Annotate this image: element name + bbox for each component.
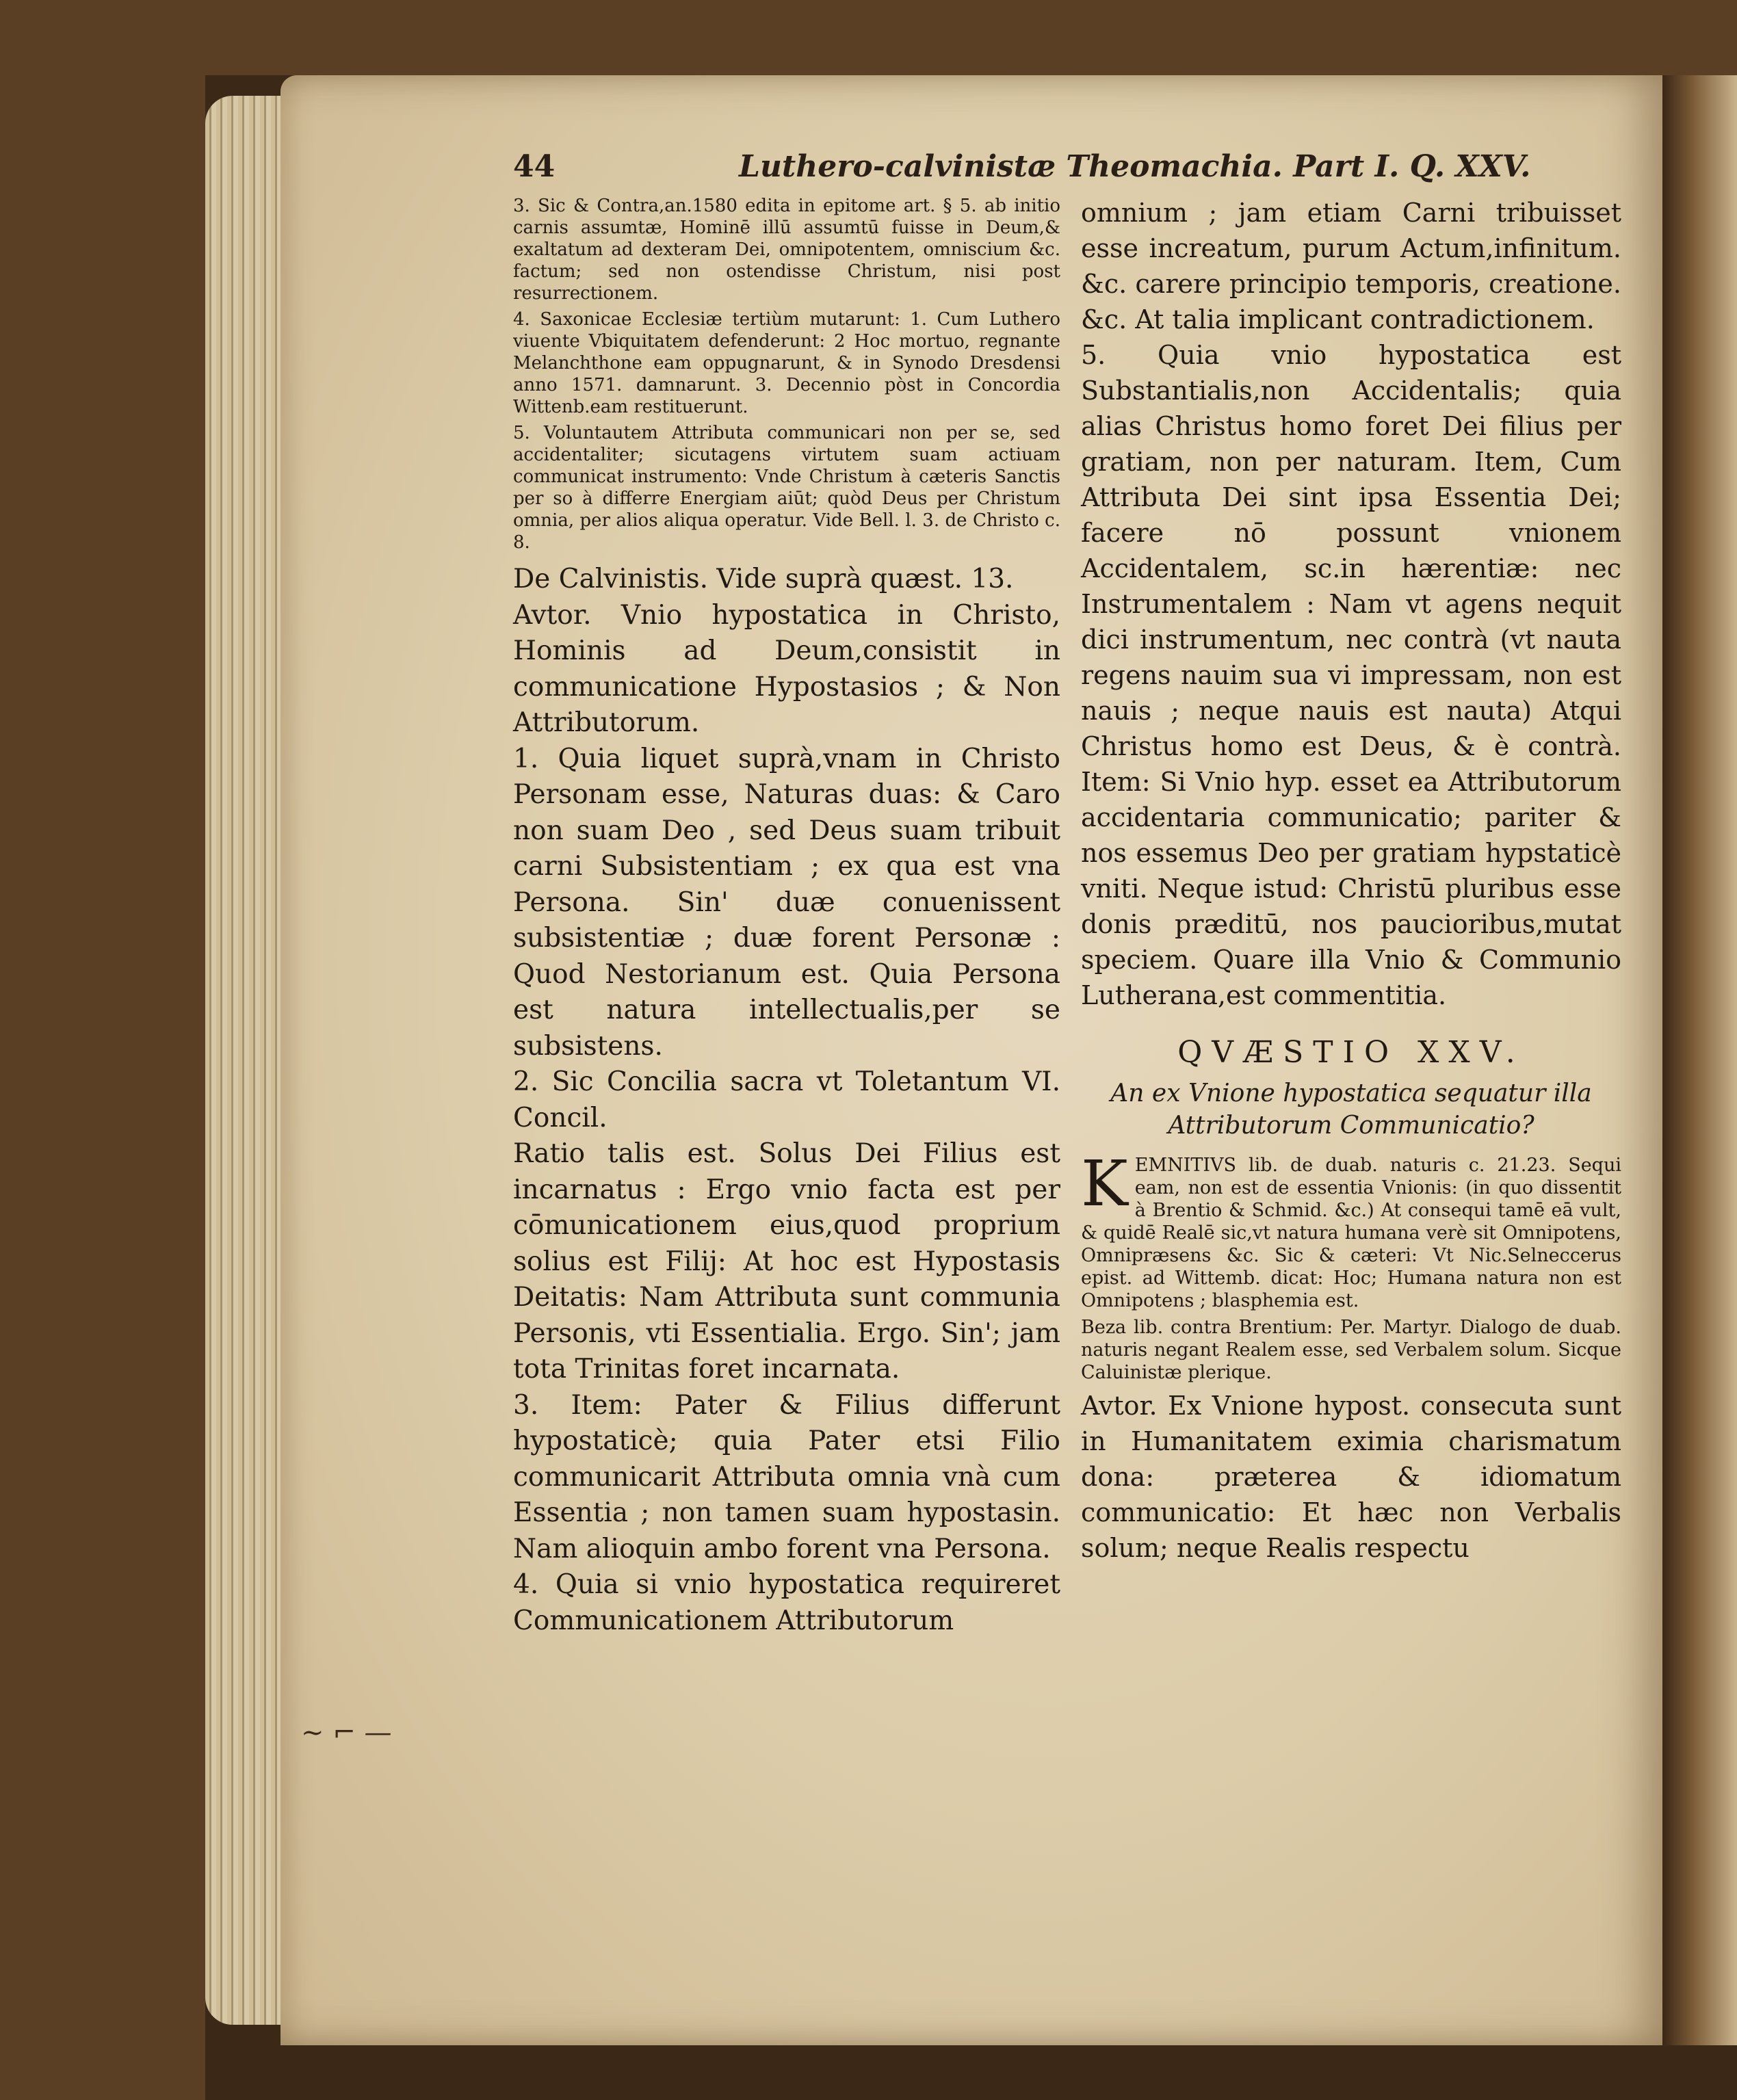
left-paragraph: Avtor. Vnio hypostatica in Christo, Hominis ad Deum,consistit in communicatione Hypostasios ; & Non Attributorum. [513, 599, 1060, 738]
drop-capital: K [1081, 1147, 1128, 1220]
right-paragraph: Avtor. Ex Vnione hypost. consecuta sunt in Humanitatem eximia charismatum dona: præterea & idiomatum communicatio: Et hæc non Verbalis solum; neque Realis respectu [1081, 1391, 1621, 1563]
page-edge-stack [205, 96, 287, 2025]
left-paragraph: 2. Sic Concilia sacra vt Toletantum VI. Concil. [513, 1066, 1060, 1133]
running-head-title: Luthero-calvinistæ Theomachia. Part I. Q. XXV. [739, 149, 1531, 184]
left-paragraph: De Calvinistis. Vide suprà quæst. 13. [513, 564, 1014, 594]
left-small-paragraph: 5. Voluntautem Attributa communicari non per se, sed accidentaliter; sicutagens virtutem suam actiuam communicat instrumento: Vnde Christum à cæteris Sanctis per so à differre Energiam aiūt; quòd Deus per Christum omnia, per alios aliqua operatur. Vide Bell. l. 3. de Christo c. 8. [513, 423, 1060, 553]
question-title: QVÆSTIO XXV. [1177, 1035, 1525, 1070]
left-paragraph: 3. Item: Pater & Filius differunt hypostaticè; quia Pater etsi Filio communicarit Attributa omnia vnà cum Essentia ; non tamen suam hypostasin. Nam alioquin ambo forent vna Persona. [513, 1389, 1060, 1564]
right-small-paragraph: Beza lib. contra Brentium: Per. Martyr. Dialogo de duab. naturis negant Realem esse, sed Verbalem solum. Sicque Caluinistæ plerique. [1081, 1317, 1621, 1383]
right-paragraph: 5. Quia vnio hypostatica est Substantialis,non Accidentalis; quia alias Christus homo foret Dei filius per gratiam, non per naturam. Item, Cum Attributa Dei sint ipsa Essentia Dei; facere nō possunt vnionem Accidentalem, sc.in hærentiæ: nec Instrumentalem : Nam vt agens nequit dici instrumentum, nec contrà (vt nauta regens nauim sua vi impressam, non est nauis ; neque nauis est nauta) Atqui Christus homo est Deus, & è contrà. Item: Si Vnio hyp. esset ea Attributorum accidentaria communicatio; pariter & nos essemus Deo per gratiam hypstaticè vniti. Neque istud: Christū pluribus esse donis præditū, nos paucioribus,mutat speciem. Quare illa Vnio & Communio Lutherana,est commentitia. [1081, 340, 1621, 1010]
left-paragraph: Ratio talis est. Solus Dei Filius est incarnatus : Ergo vnio facta est per cōmunicationem eius,quod proprium solius est Filij: At hoc est Hypostasis Deitatis: Nam Attributa sunt communia Personis, vti Essentialia. Ergo. Sin'; jam tota Trinitas foret incarnata. [513, 1138, 1060, 1384]
left-paragraph: 1. Quia liquet suprà,vnam in Christo Personam esse, Naturas duas: & Caro non suam Deo , sed Deus suam tribuit carni Subsistentiam ; ex qua est vna Persona. Sin' duæ conuenissent subsistentiæ ; duæ forent Personæ : Quod Nestorianum est. Quia Persona est natura intellectualis,per se subsistens. [513, 743, 1060, 1062]
right-paragraph: omnium ; jam etiam Carni tribuisset esse increatum, purum Actum,infinitum. &c. carere principio temporis, creatione. &c. At talia implicant contradictionem. [1081, 198, 1621, 334]
page-number: 44 [513, 149, 556, 184]
running-head [513, 149, 1621, 190]
right-small-paragraph-text: EMNITIVS lib. de duab. naturis c. 21.23. Sequi eam, non est de essentia Vnionis: (in quo dissentit à Brentio & Schmid. &c.) At consequi tamē eā vult, & quidē Realē sic,vt natura humana verè sit Omnipotens, Omnipræsens &c. Sic & cæteri: Vt Nic.Selneccerus epist. ad Wittemb. dicat: Hoc; Humana natura non est Omnipotens ; blasphemia est. [1081, 1155, 1621, 1311]
left-column [513, 195, 1060, 1639]
left-small-paragraph: 3. Sic & Contra,an.1580 edita in epitome art. § 5. ab initio carnis assumtæ, Hominē illū assumtū fuisse in Deum,& exaltatum ad dexteram Dei, omnipotentem, omniscium &c. factum; sed non ostendisse Christum, nisi post resurrectionem. [513, 196, 1060, 304]
right-column [1081, 195, 1621, 1566]
book-gutter [1662, 75, 1737, 2045]
left-paragraph: 4. Quia si vnio hypostatica requireret Communicationem Attributorum [513, 1569, 1060, 1636]
question-subtitle: An ex Vnione hypostatica sequatur illa Attributorum Communicatio? [1110, 1079, 1592, 1140]
marginal-ink-mark: ~ ⌐ — [301, 1717, 392, 1748]
left-small-paragraph: 4. Saxonicae Ecclesiæ tertiùm mutarunt: 1. Cum Luthero viuente Vbiquitatem defenderunt: 2 Hoc mortuo, regnante Melanchthone eam oppugnarunt, & in Synodo Dresdensi anno 1571. damnarunt. 3. Decennio pòst in Concordia Wittenb.eam restituerunt. [513, 309, 1060, 417]
right-small-paragraph [1081, 1147, 1621, 1312]
